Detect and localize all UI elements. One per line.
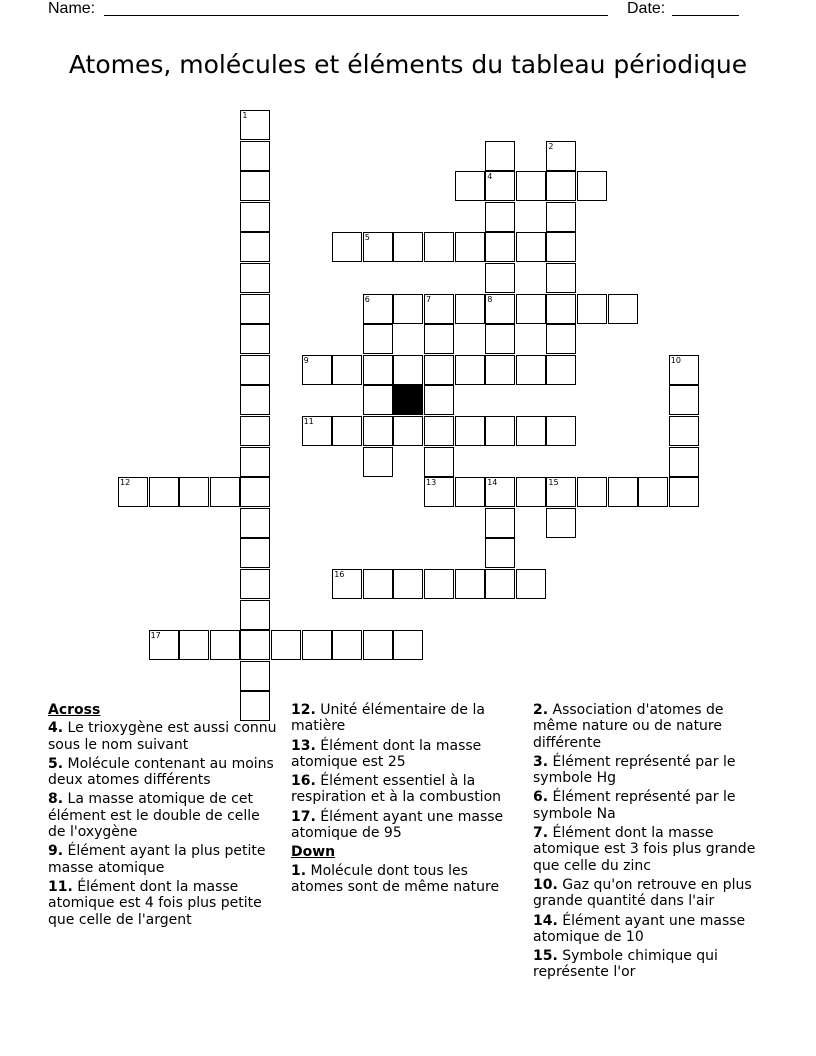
crossword-cell[interactable]	[149, 477, 179, 507]
crossword-cell[interactable]	[669, 385, 699, 415]
crossword-cell[interactable]	[546, 202, 576, 232]
clue-item-text: Élément essentiel à la respiration et à la combustion	[291, 773, 502, 806]
clue-item-text: Symbole chimique qui représente l'or	[533, 948, 718, 981]
clue-number: 2	[548, 141, 554, 151]
crossword-cell[interactable]	[669, 416, 699, 446]
crossword-cell[interactable]	[455, 171, 485, 201]
clue-item-text: Gaz qu'on retrouve en plus grande quantité dans l'air	[533, 876, 752, 910]
crossword-cell[interactable]	[302, 630, 332, 660]
crossword-cell[interactable]	[485, 202, 515, 232]
clue-item-number: 4.	[48, 720, 64, 737]
crossword-cell[interactable]	[485, 508, 515, 538]
crossword-cell[interactable]	[332, 416, 362, 446]
crossword-cell[interactable]	[240, 294, 270, 324]
crossword-cell[interactable]	[485, 569, 515, 599]
crossword-cell[interactable]	[363, 630, 393, 660]
clue-item-text: Molécule dont tous les atomes sont de même nature	[291, 862, 500, 895]
crossword-cell[interactable]	[393, 416, 423, 446]
crossword-cell[interactable]	[393, 355, 423, 385]
crossword-cell[interactable]	[516, 294, 546, 324]
clue-number: 15	[548, 478, 559, 488]
crossword-cell[interactable]	[516, 232, 546, 262]
clue-item	[291, 738, 523, 771]
clue-column-2	[291, 702, 523, 898]
crossword-cell[interactable]	[240, 600, 270, 630]
crossword-cell[interactable]	[240, 569, 270, 599]
crossword-cell[interactable]	[455, 355, 485, 385]
crossword-cell[interactable]	[485, 538, 515, 568]
crossword-cell[interactable]	[424, 416, 454, 446]
crossword-cell[interactable]	[516, 171, 546, 201]
crossword-cell[interactable]	[455, 477, 485, 507]
clue-number: 9	[303, 355, 309, 365]
crossword-cell[interactable]	[516, 569, 546, 599]
crossword-cell[interactable]	[393, 294, 423, 324]
page-title: Atomes, molécules et éléments du tableau périodique	[68, 50, 748, 79]
clue-item	[533, 825, 765, 874]
crossword-cell[interactable]	[546, 355, 576, 385]
crossword-cell[interactable]	[516, 477, 546, 507]
clue-item-number: 6.	[533, 789, 549, 806]
crossword-cell[interactable]	[485, 263, 515, 293]
crossword-cell[interactable]	[363, 447, 393, 477]
clue-item-text: Molécule contenant au moins deux atomes différents	[48, 755, 274, 789]
crossword-cell[interactable]	[240, 171, 270, 201]
clue-item-text: La masse atomique de cet élément est le double de celle de l'oxygène	[48, 791, 260, 841]
clue-item-text: Association d'atomes de même nature ou de nature différente	[533, 702, 724, 751]
clue-item-text: Élément dont la masse atomique est 25	[291, 737, 482, 770]
clue-item-number: 5.	[48, 755, 64, 772]
crossword-cell[interactable]	[393, 630, 423, 660]
clue-item	[48, 791, 280, 840]
crossword-cell[interactable]	[608, 294, 638, 324]
crossword-cell[interactable]	[240, 447, 270, 477]
crossword-cell[interactable]	[546, 263, 576, 293]
date-label: Date:	[627, 0, 666, 17]
crossword-cell[interactable]	[577, 294, 607, 324]
crossword-cell[interactable]	[485, 294, 515, 324]
clue-number: 7	[426, 294, 432, 304]
crossword-cell[interactable]	[332, 232, 362, 262]
crossword-cell[interactable]	[424, 477, 454, 507]
crossword-cell[interactable]	[424, 447, 454, 477]
clue-column-1	[48, 702, 280, 931]
crossword-cell[interactable]	[393, 232, 423, 262]
crossword-cell[interactable]	[240, 477, 270, 507]
clue-item-text: Élément représenté par le symbole Hg	[533, 753, 736, 787]
clue-item-number: 10.	[533, 876, 558, 893]
clue-item	[533, 948, 765, 981]
crossword-cell[interactable]	[455, 416, 485, 446]
clue-item-text: Élément ayant la plus petite masse atomique	[48, 843, 266, 876]
clue-item-number: 1.	[291, 862, 307, 879]
crossword-cell[interactable]	[118, 477, 148, 507]
crossword-cell[interactable]	[424, 324, 454, 354]
clue-number: 8	[487, 294, 493, 304]
clue-number: 16	[334, 570, 345, 579]
clue-item-number: 8.	[48, 791, 64, 808]
down-header: Down	[291, 844, 336, 861]
crossword-cell[interactable]	[485, 171, 515, 201]
crossword-cell[interactable]	[393, 569, 423, 599]
clue-item	[291, 702, 523, 735]
clue-number: 12	[120, 478, 131, 488]
crossword-cell[interactable]	[240, 416, 270, 446]
crossword-cell[interactable]	[546, 171, 576, 201]
crossword-cell[interactable]	[240, 324, 270, 354]
crossword-cell[interactable]	[546, 416, 576, 446]
clue-item-text: Élément ayant une masse atomique de 10	[533, 912, 746, 945]
crossword-cell[interactable]	[424, 232, 454, 262]
clue-item-number: 17.	[291, 808, 316, 825]
crossword-cell[interactable]	[240, 508, 270, 538]
clue-number: 1	[242, 111, 248, 120]
clue-item-number: 9.	[48, 843, 64, 860]
crossword-cell[interactable]	[455, 294, 485, 324]
crossword-cell[interactable]	[424, 355, 454, 385]
crossword-cell[interactable]	[546, 232, 576, 262]
crossword-cell[interactable]	[240, 141, 270, 171]
clue-number: 17	[150, 631, 161, 641]
crossword-cell[interactable]	[240, 355, 270, 385]
crossword-cell[interactable]	[516, 355, 546, 385]
crossword-cell[interactable]	[485, 416, 515, 446]
crossword-cell[interactable]	[271, 630, 301, 660]
clue-item-number: 3.	[533, 753, 549, 770]
crossword-cell[interactable]	[332, 569, 362, 599]
clue-item-number: 11.	[48, 878, 73, 895]
crossword-cell[interactable]	[485, 232, 515, 262]
clue-item-number: 16.	[291, 773, 316, 790]
crossword-cell[interactable]	[240, 661, 270, 691]
clue-number: 6	[364, 294, 370, 304]
crossword-cell[interactable]	[577, 171, 607, 201]
clue-item	[48, 843, 280, 876]
clue-item-number: 14.	[533, 912, 558, 929]
crossword-cell[interactable]	[455, 569, 485, 599]
crossword-cell[interactable]	[363, 416, 393, 446]
crossword-cell[interactable]	[485, 355, 515, 385]
crossword-cell[interactable]	[577, 477, 607, 507]
clue-item	[291, 809, 523, 842]
crossword-cell[interactable]	[302, 355, 332, 385]
clue-number: 11	[303, 417, 314, 426]
clue-item	[533, 702, 765, 751]
clue-number: 5	[364, 233, 370, 243]
crossword-cell[interactable]	[332, 355, 362, 385]
name-label: Name:	[48, 0, 96, 17]
crossword-cell[interactable]	[240, 385, 270, 415]
crossword-cell[interactable]	[240, 538, 270, 568]
crossword-cell[interactable]	[363, 232, 393, 262]
crossword-cell[interactable]	[210, 630, 240, 660]
crossword-cell[interactable]	[669, 355, 699, 385]
crossword-black-cell	[393, 385, 423, 415]
clue-item-text: Unité élémentaire de la matière	[291, 702, 485, 735]
clue-item	[48, 756, 280, 789]
clue-item-text: Élément ayant une masse atomique de 95	[291, 808, 504, 842]
crossword-cell[interactable]	[424, 294, 454, 324]
crossword-cell[interactable]	[240, 263, 270, 293]
crossword-cell[interactable]	[179, 477, 209, 507]
clue-item-number: 13.	[291, 737, 316, 754]
crossword-cell[interactable]	[363, 324, 393, 354]
crossword-cell[interactable]	[485, 141, 515, 171]
across-header: Across	[48, 702, 101, 718]
clue-item	[291, 863, 523, 896]
crossword-cell[interactable]	[546, 324, 576, 354]
crossword-cell[interactable]	[546, 508, 576, 538]
crossword-cell[interactable]	[455, 232, 485, 262]
crossword-cell[interactable]	[485, 477, 515, 507]
crossword-cell[interactable]	[240, 630, 270, 660]
crossword-cell[interactable]	[424, 385, 454, 415]
clue-item	[291, 773, 523, 806]
crossword-cell[interactable]	[210, 477, 240, 507]
clue-item-number: 2.	[533, 702, 549, 718]
crossword-cell[interactable]	[149, 630, 179, 660]
crossword-cell[interactable]	[179, 630, 209, 660]
crossword-cell[interactable]	[516, 416, 546, 446]
clue-item-number: 12.	[291, 702, 316, 718]
clue-item-number: 7.	[533, 825, 549, 842]
clue-item	[533, 789, 765, 822]
clue-number: 14	[487, 478, 498, 488]
crossword-cell[interactable]	[363, 569, 393, 599]
crossword-cell[interactable]	[332, 630, 362, 660]
clue-item	[533, 877, 765, 910]
clue-column-3	[533, 702, 765, 984]
clue-item	[533, 754, 765, 787]
crossword-cell[interactable]	[302, 416, 332, 446]
clue-item	[48, 879, 280, 928]
crossword-cell[interactable]	[240, 202, 270, 232]
crossword-cell[interactable]	[546, 294, 576, 324]
crossword-cell[interactable]	[363, 294, 393, 324]
clue-item-text: Le trioxygène est aussi connu sous le nom suivant	[48, 720, 277, 753]
clue-item-text: Élément dont la masse atomique est 3 fois plus grande que celle du zinc	[533, 825, 756, 874]
clue-number: 4	[487, 172, 493, 182]
crossword-cell[interactable]	[546, 477, 576, 507]
crossword-cell[interactable]	[240, 232, 270, 262]
crossword-cell[interactable]	[363, 355, 393, 385]
crossword-cell[interactable]	[638, 477, 668, 507]
crossword-cell[interactable]	[669, 477, 699, 507]
clue-item-text: Élément représenté par le symbole Na	[533, 789, 736, 822]
clue-item	[48, 720, 280, 753]
clue-item	[533, 913, 765, 946]
crossword-cell[interactable]	[669, 447, 699, 477]
crossword-cell[interactable]	[546, 141, 576, 171]
clue-number: 10	[670, 355, 681, 365]
clue-item-text: Élément dont la masse atomique est 4 fois plus petite que celle de l'argent	[48, 878, 262, 928]
clue-item-number: 15.	[533, 948, 558, 965]
crossword-cell[interactable]	[424, 569, 454, 599]
crossword-cell[interactable]	[240, 110, 270, 140]
clue-number: 13	[426, 478, 437, 488]
crossword-cell[interactable]	[485, 324, 515, 354]
crossword-cell[interactable]	[363, 385, 393, 415]
crossword-cell[interactable]	[608, 477, 638, 507]
